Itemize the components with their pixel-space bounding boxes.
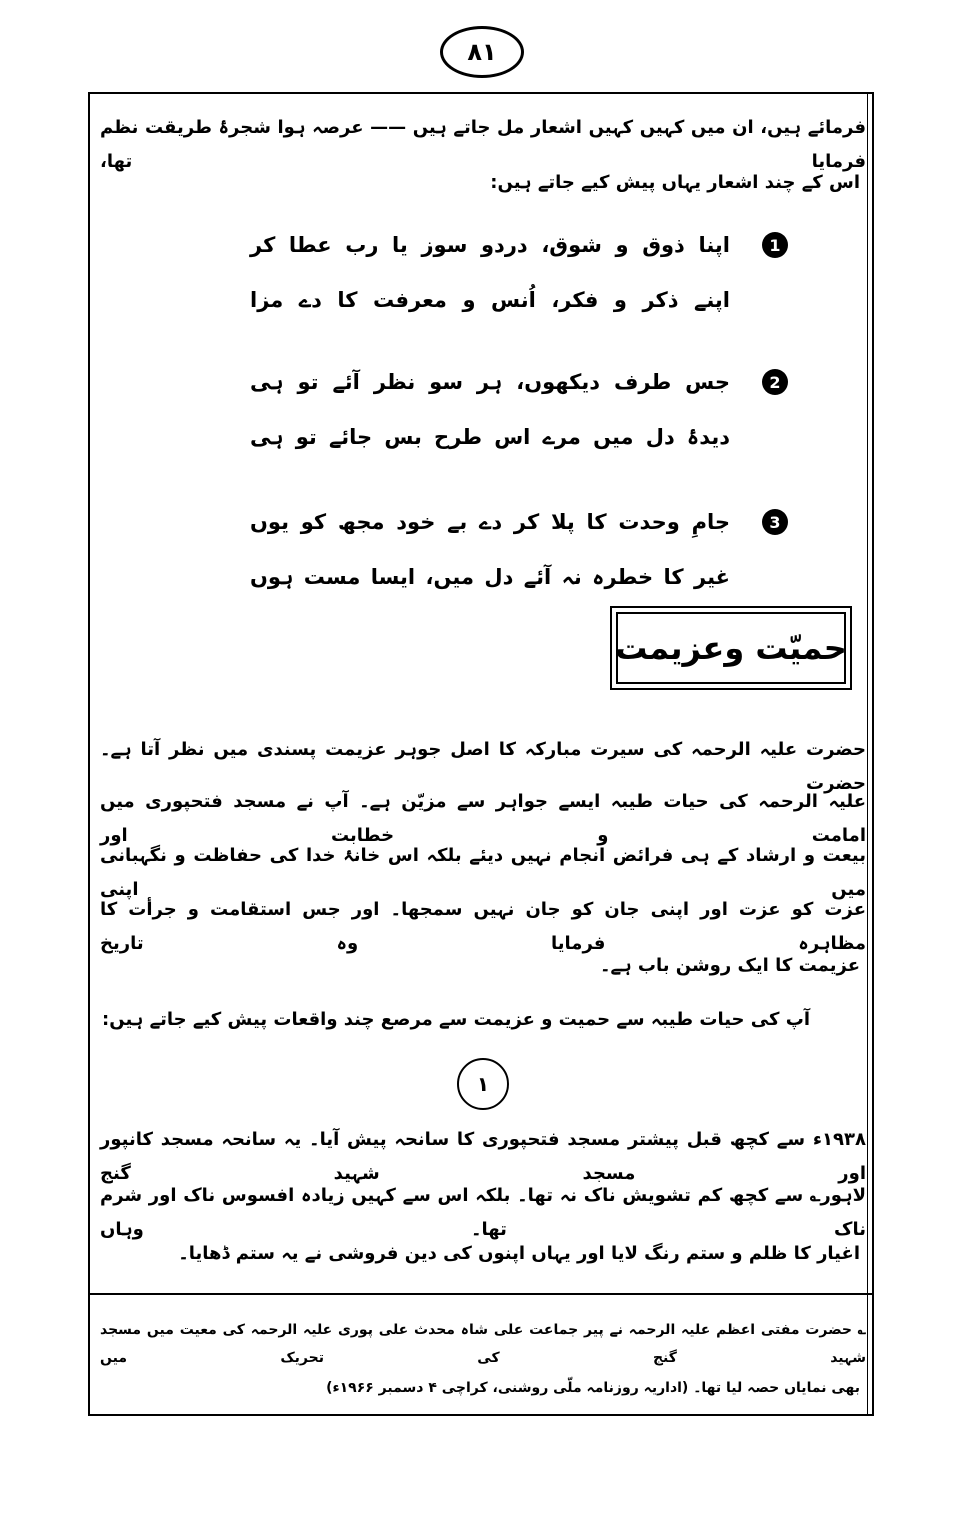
- verse-line: اپنے ذکر و فکر، اُنس و معرفت کا دے مزا: [250, 288, 730, 312]
- footnote-line: بھی نمایاں حصہ لیا تھا۔ (اداریہ روزنامہ ملّی روشنی، کراچی ۴ دسمبر ۱۹۶۶ء): [326, 1380, 860, 1396]
- paragraph-line: لاہور؎ سے کچھ کم تشویش ناک نہ تھا۔ بلکہ اس سے کہیں زیادہ افسوس ناک اور شرم ناک تھا۔ وہاں: [100, 1185, 866, 1240]
- paragraph-line: عزت کو عزت اور اپنی جان کو جان نہیں سمجھا۔ اور جس استقامت و جرأت کا مظاہرہ فرمایا وہ تاریخ: [100, 899, 866, 954]
- verse-line: جامِ وحدت کا پلا کر دے بے خود مجھ کو یوں: [250, 510, 730, 534]
- verse-number-badge: 1: [762, 232, 788, 258]
- verse-number-badge: 3: [762, 509, 788, 535]
- footnote-divider: [88, 1293, 874, 1295]
- paragraph-line: عزیمت کا ایک روشن باب ہے۔: [600, 955, 860, 976]
- paragraph-line: بیعت و ارشاد کے ہی فرائض انجام نہیں دیئے بلکہ اس خانۂ خدا کی حفاظت و نگہبانی میں اپنی: [100, 845, 866, 900]
- section-heading: حمیّت وعزیمت: [610, 606, 852, 690]
- verse-number-badge: 2: [762, 369, 788, 395]
- events-intro: آپ کی حیات طیبہ سے حمیت و عزیمت سے مرصع چند واقعات پیش کیے جاتے ہیں:: [102, 1009, 810, 1030]
- verse-line: دیدۂ دل میں مرے اس طرح بس جائے تو ہی: [250, 425, 730, 449]
- paragraph-line: علیہ الرحمہ کی حیات طیبہ ایسے جواہر سے مزیّن ہے۔ آپ نے مسجد فتحپوری میں امامت و خطابت اور: [100, 791, 866, 846]
- event-number: ١: [457, 1058, 509, 1110]
- verse-line: غیر کا خطرہ نہ آئے دل میں، ایسا مست ہوں: [250, 565, 730, 589]
- intro-line: اس کے چند اشعار یہاں پیش کیے جاتے ہیں:: [490, 172, 860, 193]
- intro-line: فرمائے ہیں، ان میں کہیں کہیں اشعار مل جاتے ہیں —— عرصہ ہوا شجرۂ طریقت نظم فرمایا تھا،: [100, 117, 866, 172]
- verse-line: جس طرف دیکھوں، ہر سو نظر آئے تو ہی: [250, 370, 730, 394]
- verse-line: اپنا ذوق و شوق، دردو سوز یا رب عطا کر: [250, 233, 730, 257]
- paragraph-line: ۱۹۳۸ء سے کچھ قبل پیشتر مسجد فتحپوری کا سانحہ پیش آیا۔ یہ سانحہ مسجد کانپور اور مسجد شہید گنج: [100, 1129, 866, 1184]
- page-number: ٨١: [440, 26, 524, 78]
- paragraph-line: حضرت علیہ الرحمہ کی سیرت مبارکہ کا اصل جوہر عزیمت پسندی میں نظر آتا ہے۔ حضرت: [100, 739, 866, 794]
- footnote-line: ؎ حضرت مفتی اعظم علیہ الرحمہ نے پیر جماعت علی شاہ محدث علی پوری علیہ الرحمہ کی معیت میں مسجد شہید گنج کی تحریک میں: [100, 1322, 866, 1366]
- paragraph-line: اغیار کا ظلم و ستم رنگ لایا اور یہاں اپنوں کی دین فروشی نے یہ ستم ڈھایا۔: [178, 1243, 860, 1264]
